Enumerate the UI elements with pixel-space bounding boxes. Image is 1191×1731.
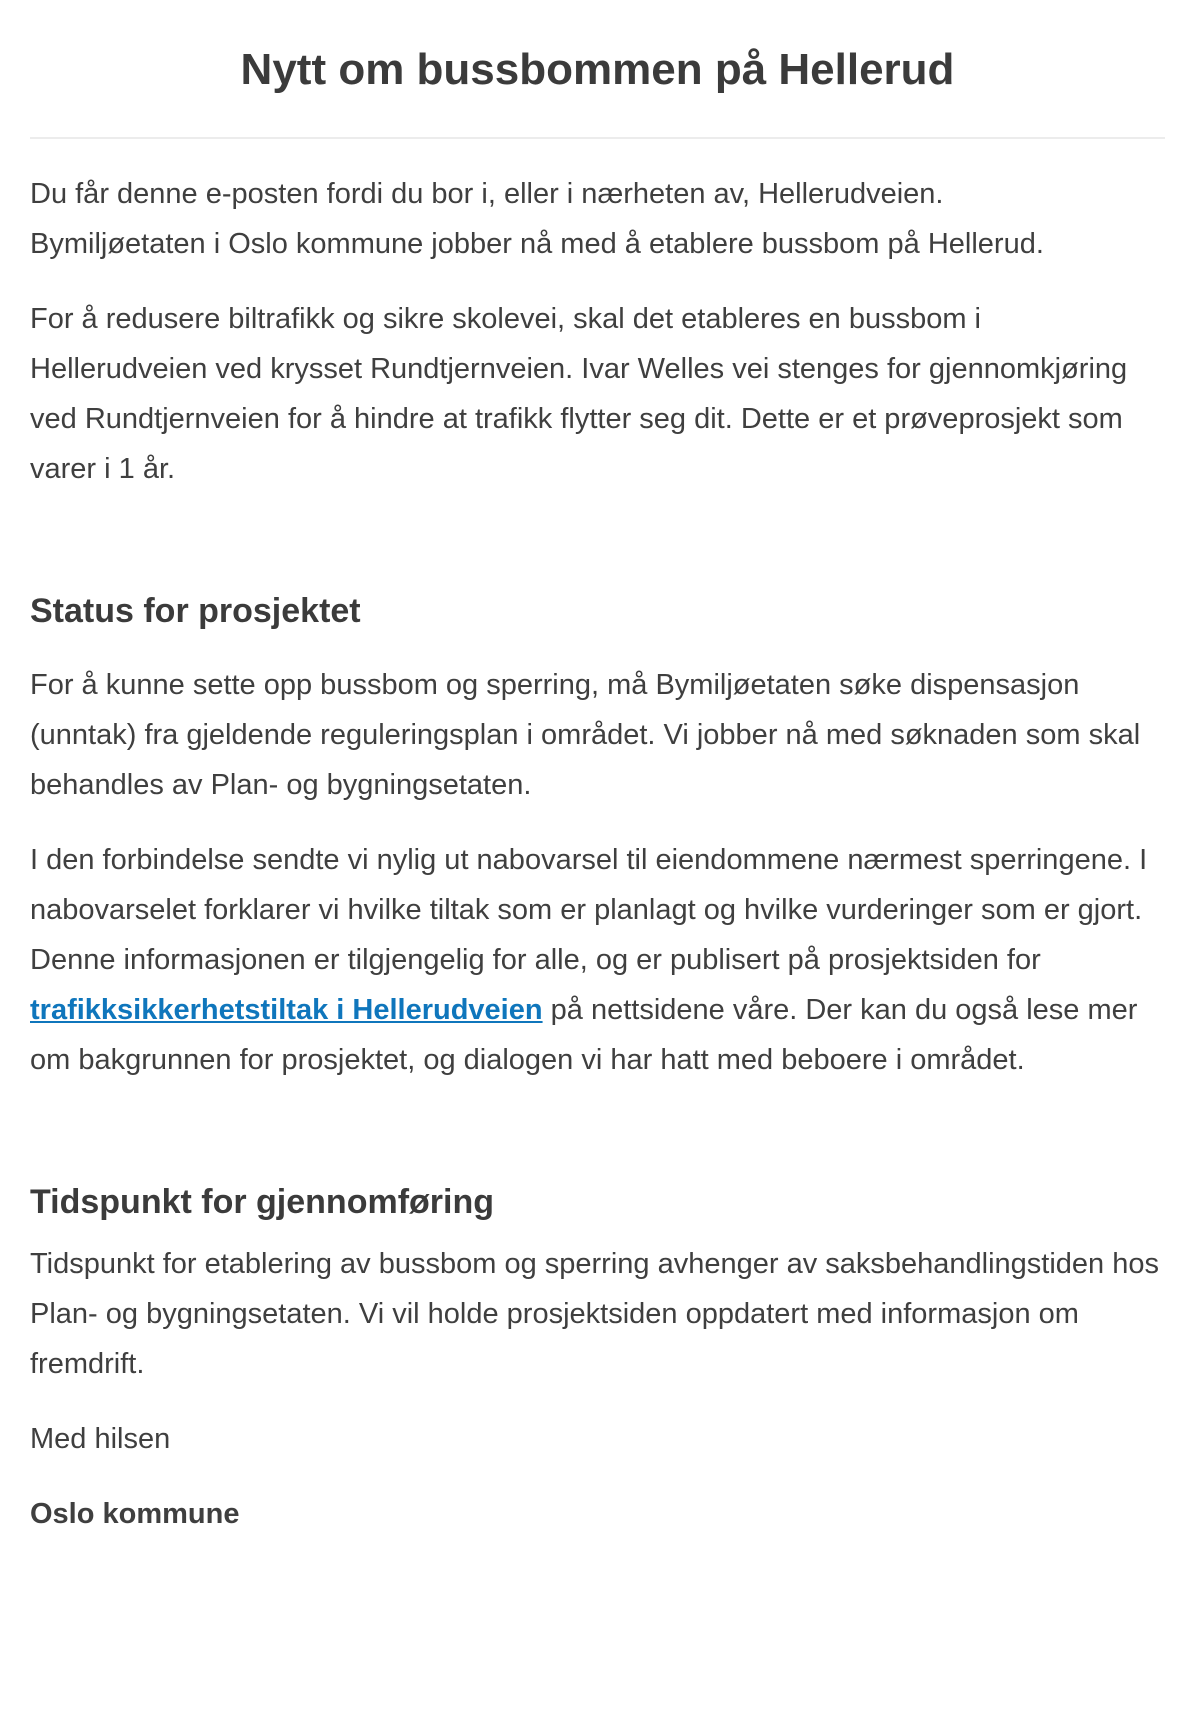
status-paragraph-2 [30,835,1165,1085]
email-body [30,0,1165,1539]
intro-line-1: Du får denne e-posten fordi du bor i, eller i nærheten av, Hellerudveien. [30,178,944,210]
timing-paragraph: Tidspunkt for etablering av bussbom og sperring avhenger av saksbehandlingstiden hos Plan- og bygningsetaten. Vi vil holde prosjektsiden oppdatert med informasjon om fremdrift. [30,1248,1160,1380]
signoff-greeting: Med hilsen [30,1423,171,1455]
status-paragraph-2-start: I den forbindelse sendte vi nylig ut nabovarsel til eiendommene nærmest sperringene. I nabovarselet forklarer vi hvilke tiltak som er planlagt og hvilke vurderinger som er gjort. Denne informasjonen er tilgjengelig for alle, og er publisert på prosjektsiden for [30,844,1148,976]
project-page-link[interactable]: trafikksikkerhetstiltak i Hellerudveien [30,994,543,1026]
status-heading: Status for prosjektet [30,592,361,630]
status-paragraph-1: For å kunne sette opp bussbom og sperring, må Bymiljøetaten søke dispensasjon (unntak) fra gjeldende reguleringsplan i området. Vi jobber nå med søknaden som skal behandles av Plan- og bygningsetaten. [30,669,1141,801]
signoff-sender: Oslo kommune [30,1498,240,1530]
status-paragraph-2-end: på nettsidene våre. Der kan du også lese mer om bakgrunnen for prosjektet, og dialogen vi har hatt med beboere i området. [30,994,1138,1076]
timing-heading: Tidspunkt for gjennomføring [30,1183,494,1221]
title-divider [30,137,1165,139]
project-paragraph: For å redusere biltrafikk og sikre skolevei, skal det etableres en bussbom i Hellerudveien ved krysset Rundtjernveien. Ivar Welles vei stenges for gjennomkjøring ved Rundtjernveien for å hindre at trafikk flytter seg dit. Dette er et prøveprosjekt som varer i 1 år. [30,303,1128,485]
intro-line-2: Bymiljøetaten i Oslo kommune jobber nå med å etablere bussbom på Hellerud. [30,228,1044,260]
intro-paragraph [30,169,1165,269]
email-title: Nytt om bussbommen på Hellerud [240,45,955,94]
